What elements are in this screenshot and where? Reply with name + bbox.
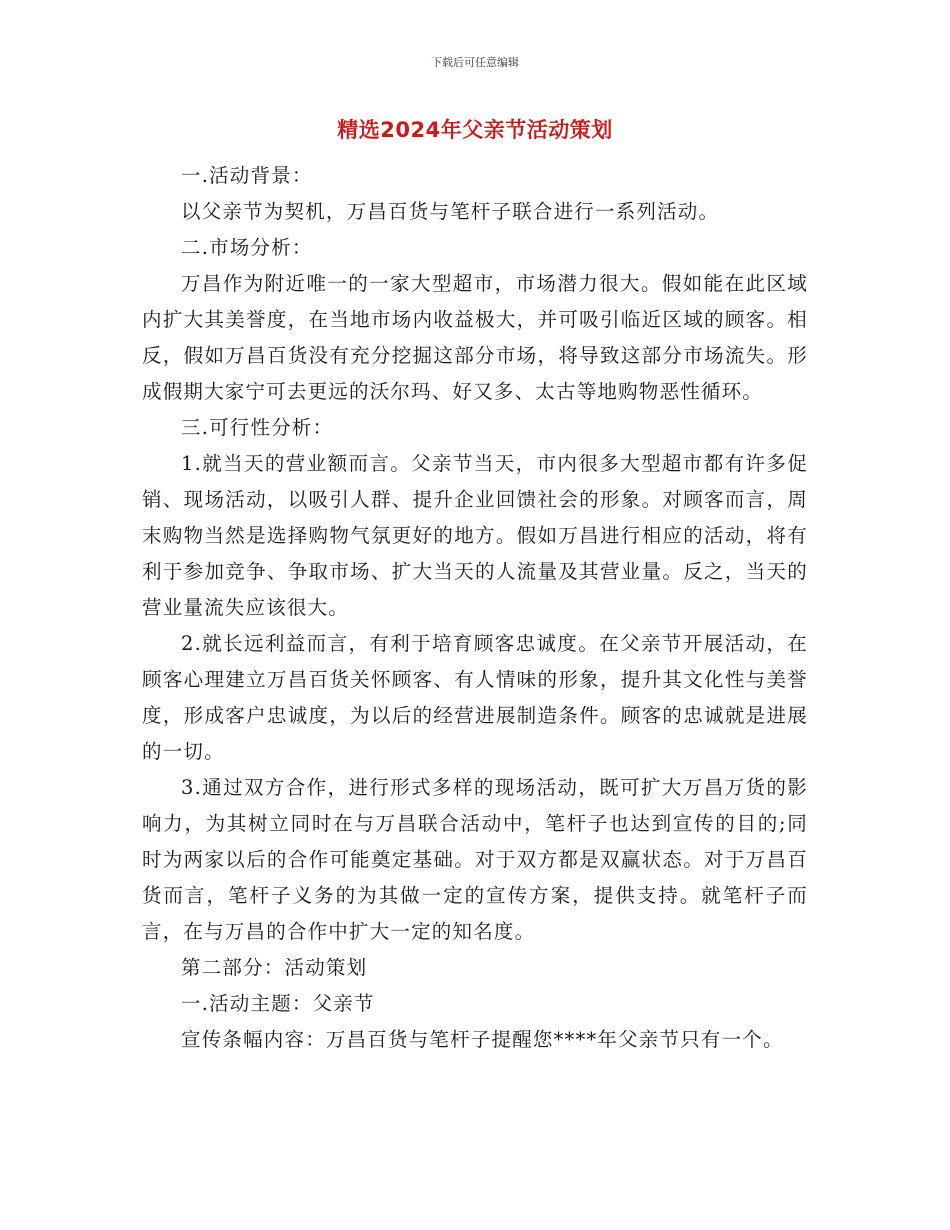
document-body	[142, 158, 808, 1058]
heading-theme: 一.活动主题：父亲节	[181, 992, 375, 1015]
heading-background: 一.活动背景：	[181, 164, 313, 187]
heading-market-analysis: 二.市场分析：	[181, 236, 313, 259]
page-header: 下载后可任意编辑	[431, 56, 519, 69]
paragraph-banner: 宣传条幅内容：万昌百货与笔杆子提醒您****年父亲节只有一个。	[181, 1028, 784, 1051]
paragraph-background: 以父亲节为契机，万昌百货与笔杆子联合进行一系列活动。	[181, 200, 720, 223]
document-title: 精选2024年父亲节活动策划	[337, 118, 613, 142]
paragraph-feasibility-3: 3.通过双方合作，进行形式多样的现场活动，既可扩大万昌万货的影响力，为其树立同时在与万昌联合活动中，笔杆子也达到宣传的目的;同时为两家以后的合作可能奠定基础。对于双方都是双赢状态。对于万昌百货而言，笔杆子义务的为其做一定的宣传方案，提供支持。就笔杆子而言，在与万昌的合作中扩大一定的知名度。	[142, 776, 808, 943]
paragraph-market-analysis: 万昌作为附近唯一的一家大型超市，市场潜力很大。假如能在此区域内扩大其美誉度，在当地市场内收益极大，并可吸引临近区域的顾客。相反，假如万昌百货没有充分挖掘这部分市场，将导致这部分市场流失。形成假期大家宁可去更远的沃尔玛、好又多、太古等地购物恶性循环。	[142, 272, 808, 403]
heading-part-two: 第二部分：活动策划	[181, 956, 368, 979]
paragraph-feasibility-2: 2.就长远利益而言，有利于培育顾客忠诚度。在父亲节开展活动，在顾客心理建立万昌百货关怀顾客、有人情味的形象，提升其文化性与美誉度，形成客户忠诚度，为以后的经营进展制造条件。顾客的忠诚就是进展的一切。	[142, 632, 808, 763]
heading-feasibility: 三.可行性分析：	[181, 416, 334, 439]
paragraph-feasibility-1: 1.就当天的营业额而言。父亲节当天，市内很多大型超市都有许多促销、现场活动，以吸引人群、提升企业回馈社会的形象。对顾客而言，周末购物当然是选择购物气氛更好的地方。假如万昌进行相应的活动，将有利于参加竞争、争取市场、扩大当天的人流量及其营业量。反之，当天的营业量流失应该很大。	[142, 452, 808, 619]
